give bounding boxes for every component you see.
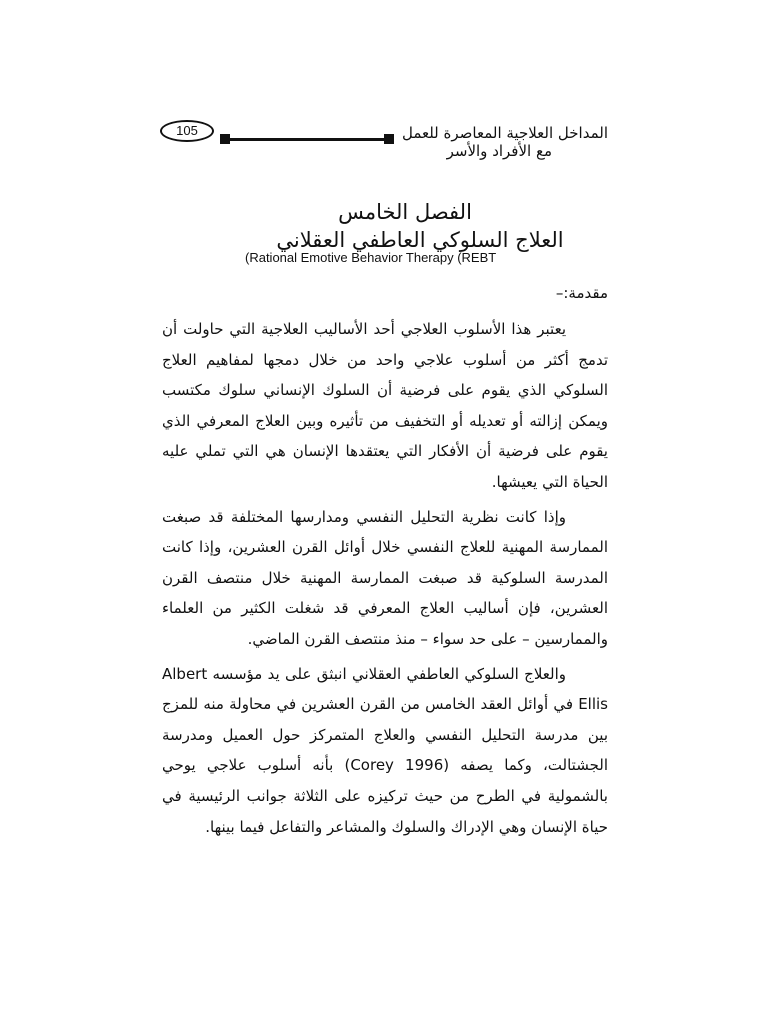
paragraph: يعتبر هذا الأسلوب العلاجي أحد الأساليب العلاجية التي حاولت أن تدمج أكثر من أسلوب علاجي واحد من خلال دمجها لمفاهيم العلاج السلوكي الذي يقوم على فرضية أن السلوك الإنساني سلوك مكتسب ويمكن إزالته أو تعديله أو التخفيف من تأثيره وبين العلاج المعرفي الذي يقوم على فرضية أن الأفكار التي يعتقدها الإنسان هي التي تملي عليه الحياة التي يعيشها. bbox=[162, 320, 608, 491]
running-title bbox=[358, 124, 608, 160]
chapter-title: العلاج السلوكي العاطفي العقلاني bbox=[276, 228, 564, 252]
chapter-heading bbox=[160, 198, 610, 254]
running-title-line-1: المداخل العلاجية المعاصرة للعمل bbox=[401, 124, 608, 142]
section-label-introduction: مقدمة:– bbox=[555, 284, 608, 302]
chapter-number: الفصل الخامس bbox=[338, 200, 472, 224]
page-header bbox=[160, 118, 620, 164]
page-number: 105 bbox=[160, 120, 214, 142]
paragraph: وإذا كانت نظرية التحليل النفسي ومدارسها المختلفة قد صبغت الممارسة المهنية للعلاج النفسي خلال أوائل القرن العشرين، وإذا كانت المدرسة السلوكية قد صبغت الممارسة المهنية خلال منتصف القرن العشرين، فإن أساليب العلاج المعرفي قد شغلت الكثير من العلماء والممارسين – على حد سواء – منذ منتصف القرن الماضي. bbox=[162, 507, 608, 648]
chapter-english-title: (Rational Emotive Behavior Therapy (REBT bbox=[245, 250, 497, 265]
body-text bbox=[162, 314, 608, 846]
running-title-line-2: مع الأفراد والأسر bbox=[446, 142, 552, 160]
paragraph: والعلاج السلوكي العاطفي العقلاني انبثق على يد مؤسسه Albert Ellis في أوائل العقد الخامس من القرن العشرين في محاولة منه للمزج بين مدرسة التحليل النفسي والعلاج المتمركز حول العميل ومدرسة الجشتالت، وكما يصفه (Corey 1996) بأنه أسلوب علاجي يوحي بالشمولية في الطرح من حيث تركيزه على الثلاثة جوانب الرئيسية في حياة الإنسان وهي الإدراك والسلوك والمشاعر والتفاعل فيما بينها. bbox=[162, 664, 608, 836]
